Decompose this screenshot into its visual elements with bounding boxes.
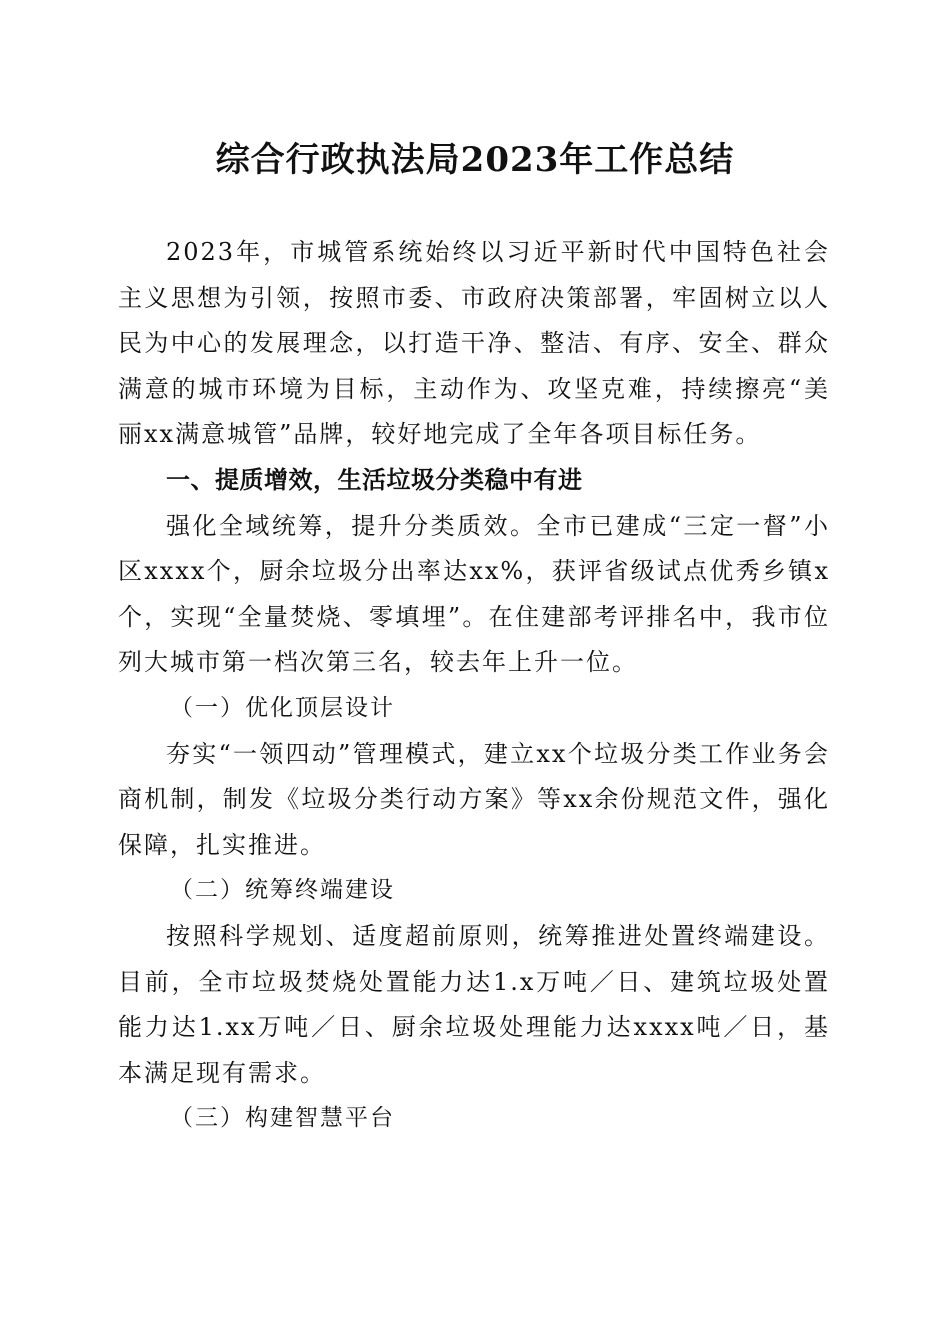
subsection-paragraph-2: 按照科学规划、适度超前原则，统筹推进处置终端建设。目前，全市垃圾焚烧处置能力达1.x万吨／日、建筑垃圾处置能力达1.xx万吨／日、厨余垃圾处理能力达xxxx吨／日，基本满足现有需求。 bbox=[118, 921, 830, 1087]
subsection-paragraph-1: 夯实“一领四动”管理模式，建立xx个垃圾分类工作业务会商机制，制发《垃圾分类行动方案》等xx余份规范文件，强化保障，扎实推进。 bbox=[118, 739, 830, 859]
subsection-heading-2: （二）统筹终端建设 bbox=[170, 877, 395, 904]
section-heading: 一、提质增效，生活垃圾分类稳中有进 bbox=[166, 465, 583, 494]
section-summary-paragraph: 强化全域统筹，提升分类质效。全市已建成“三定一督”小区xxxx个，厨余垃圾分出率达xx%，获评省级试点优秀乡镇x个，实现“全量焚烧、零填埋”。在住建部考评排名中，我市位列大城市第一档次第三名，较去年上升一位。 bbox=[118, 511, 830, 677]
document-body bbox=[118, 230, 830, 1142]
subsection-heading-3: （三）构建智慧平台 bbox=[170, 1105, 395, 1132]
intro-paragraph: 2023年，市城管系统始终以习近平新时代中国特色社会主义思想为引领，按照市委、市政府决策部署，牢固树立以人民为中心的发展理念，以打造干净、整洁、有序、安全、群众满意的城市环境为目标，主动作为、攻坚克难，持续擦亮“美丽xx满意城管”品牌，较好地完成了全年各项目标任务。 bbox=[118, 238, 830, 449]
document-title: 综合行政执法局2023年工作总结 bbox=[215, 140, 735, 180]
subsection-heading-1: （一）优化顶层设计 bbox=[170, 694, 395, 721]
